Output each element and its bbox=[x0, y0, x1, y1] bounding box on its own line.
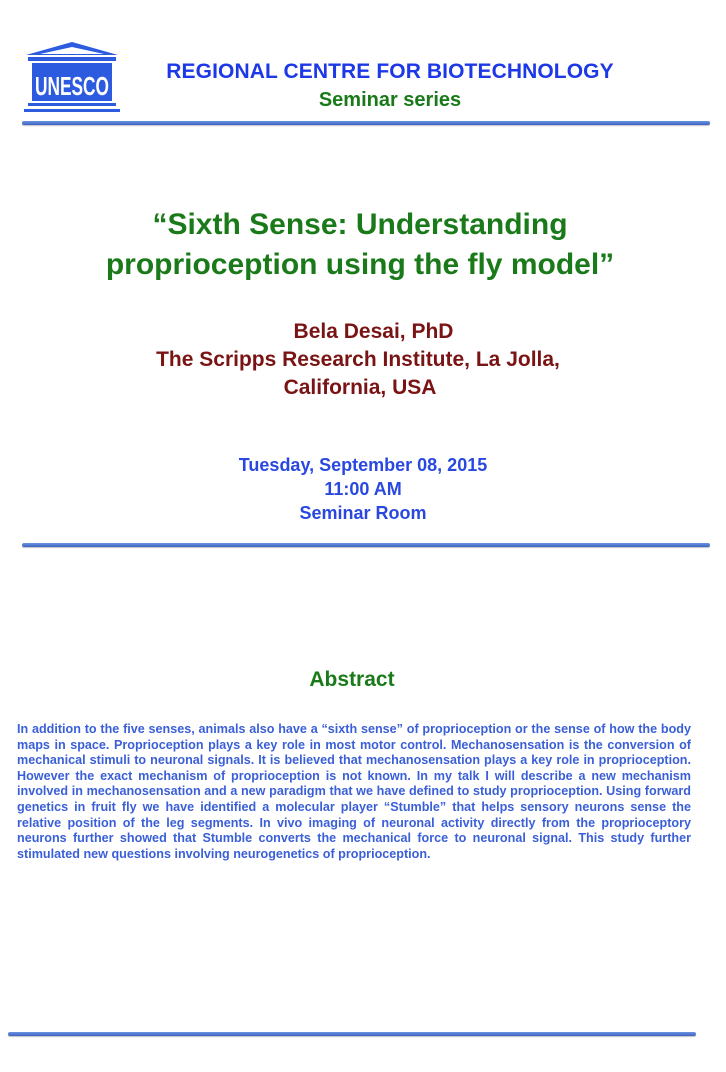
abstract-heading: Abstract bbox=[309, 668, 395, 691]
talk-title-line-1: “Sixth Sense: Understanding bbox=[152, 208, 568, 241]
seminar-series-label: Seminar series bbox=[318, 89, 462, 111]
talk-title-line-2: proprioception using the fly model” bbox=[105, 248, 615, 281]
speaker-name: Bela Desai, PhD bbox=[293, 320, 454, 343]
unesco-logo-text: UNESCO bbox=[35, 71, 109, 101]
organization-name: REGIONAL CENTRE FOR BIOTECHNOLOGY bbox=[166, 60, 614, 83]
abstract-text: In addition to the five senses, animals also have a “sixth sense” of proprioception or the sense of how the body maps in space. Proprioception plays a key role in most motor control. Mechanosensation is the conversion of mechanical stimuli to neuronal signals. It is believed that mechanosensation plays a key role in proprioception. However the exact mechanism of proprioception is not known. In my talk I will describe a new mechanism involved in mechanosensation and a new paradigm that we have defined to study proprioception. Using forward genetics in fruit fly we have identified a molecular player “Stumble” that helps sensory neurons sense the relative position of the leg segments. In vivo imaging of neuronal activity directly from the proprioceptory neurons further showed that Stumble converts the mechanical force to neuronal signal. This study further stimulated new questions involving neurogenetics of proprioception. bbox=[17, 722, 691, 861]
speaker-block bbox=[0, 318, 720, 402]
talk-title bbox=[40, 205, 680, 285]
event-divider bbox=[22, 543, 710, 547]
footer-divider bbox=[8, 1032, 696, 1036]
header-divider bbox=[22, 121, 710, 125]
unesco-logo bbox=[22, 40, 122, 118]
event-venue: Seminar Room bbox=[299, 503, 427, 523]
event-time: 11:00 AM bbox=[324, 479, 402, 499]
event-details bbox=[0, 453, 726, 525]
speaker-affiliation-line-1: The Scripps Research Institute, La Jolla, bbox=[156, 348, 560, 371]
speaker-affiliation-line-2: California, USA bbox=[283, 376, 437, 399]
event-date: Tuesday, September 08, 2015 bbox=[238, 455, 488, 475]
